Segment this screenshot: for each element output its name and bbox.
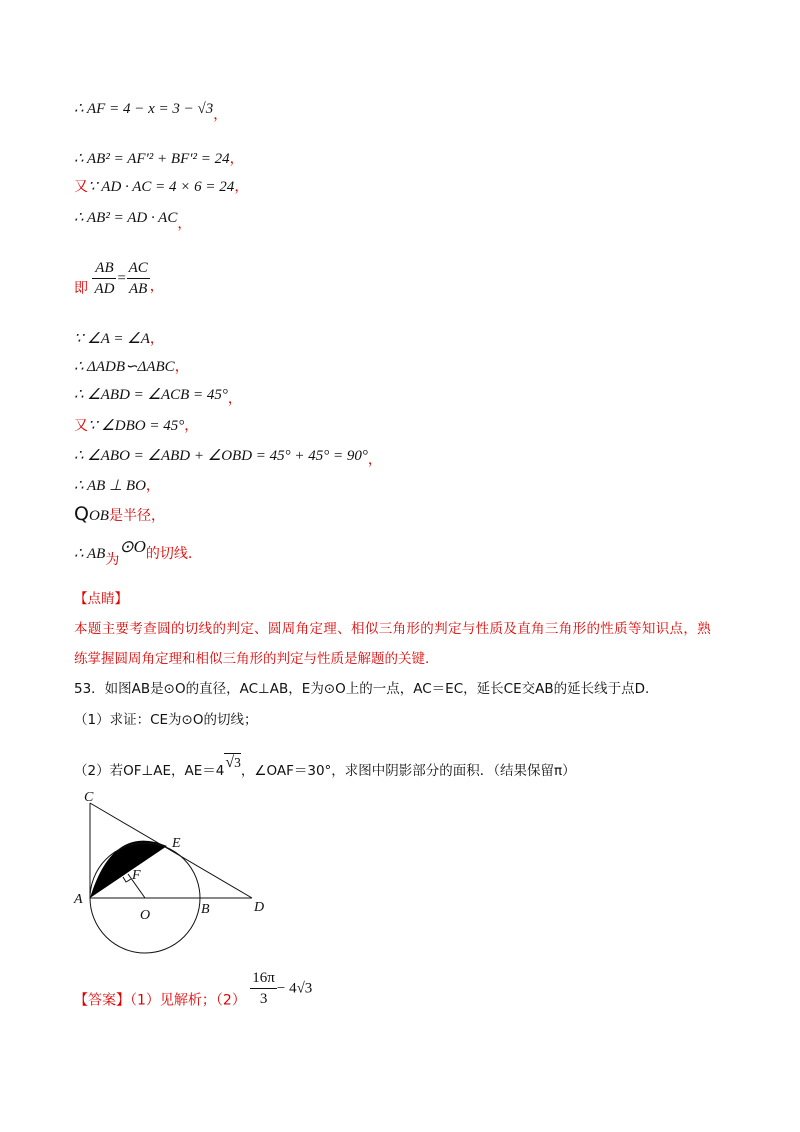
step-12-tail: 是半径，: [108, 508, 165, 524]
step-13-tail: 的切线.: [145, 546, 193, 562]
part-2-a: （2）若OF⊥AE，AE＝4: [74, 763, 225, 779]
step-4: [74, 209, 191, 233]
step-7-tail: ，: [174, 359, 189, 375]
label-a: A: [74, 892, 83, 907]
label-o: O: [140, 908, 151, 923]
label-e: E: [172, 836, 181, 851]
answer-frac-den: 3: [259, 991, 268, 1007]
right-angle-mark: [123, 877, 131, 882]
sqrt-value: 3: [234, 755, 241, 770]
step-11: [74, 477, 160, 495]
step-10: [74, 447, 382, 469]
step-3: [74, 178, 248, 196]
step-9-math: ∵ ∠DBO = 45°: [88, 418, 185, 434]
step-8-math: ∴ ∠ABD = ∠ACB = 45°: [74, 387, 228, 403]
comment-line-1: 本题主要考查圆的切线的判定、圆周角定理、相似三角形的判定与性质及直角三角形的性质等知识点，熟: [74, 621, 712, 637]
frac-den: AD: [94, 281, 115, 297]
step-5-lead: 即: [74, 280, 88, 297]
because-symbol: Q: [74, 503, 89, 525]
label-d: D: [254, 900, 265, 915]
part-2-b: ，∠OAF＝30°，求图中阴影部分的面积．（结果保留π）: [240, 763, 576, 779]
shaded-segment: [90, 841, 167, 898]
label-f: F: [132, 868, 141, 883]
problem-stem: 53．如图AB是⊙O的直径，AC⊥AB，E为⊙O上的一点，AC＝EC，延长CE交AB的延长线于点D.: [74, 681, 650, 697]
step-1-math: ∴ AF = 4 − x = 3 − √3: [74, 101, 214, 117]
comment-title: 【点睛】: [74, 591, 128, 607]
step-8: [74, 386, 242, 408]
step-2-math: ∴ AB² = AF′² + BF′² = 24: [74, 151, 230, 167]
step-13: [74, 538, 192, 569]
frac-den: AB: [129, 281, 148, 297]
equals-sign: =: [116, 270, 127, 287]
label-b: B: [201, 902, 210, 917]
frac-num: AC: [127, 258, 150, 279]
frac-num: AB: [92, 258, 116, 279]
step-4-math: ∴ AB² = AD · AC: [74, 210, 178, 226]
problem-part-1: （1）求证：CE为⊙O的切线；: [74, 712, 258, 728]
step-13-math: ∴ AB: [74, 546, 106, 562]
answer-text: （1）见解析；（2）: [130, 992, 246, 1009]
step-9-lead: 又: [74, 418, 88, 434]
step-4-tail: ，: [177, 216, 192, 232]
answer-fraction: [250, 968, 277, 1009]
comment-line-2: 练掌握圆周角定理和相似三角形的判定与性质是解题的关键.: [74, 651, 430, 667]
step-9: [74, 417, 198, 435]
step-6: [74, 330, 164, 348]
step-7: [74, 358, 189, 376]
step-1: [74, 100, 227, 124]
step-3-tail: ，: [234, 179, 249, 195]
step-11-math: ∴ AB ⊥ BO: [74, 478, 146, 494]
geometry-figure: [70, 785, 280, 965]
step-6-math: ∵ ∠A = ∠A: [74, 331, 150, 347]
circle-o-symbol: ⊙O: [119, 537, 146, 556]
step-8-tail: ，: [227, 391, 242, 407]
label-c: C: [84, 790, 94, 805]
step-2: [74, 150, 244, 168]
answer-frac-num: 16π: [250, 968, 277, 989]
step-3-lead: 又: [74, 179, 88, 195]
step-7-math: ∴ ΔADB∽ΔABC: [74, 359, 175, 375]
answer-tag: 【答案】: [74, 992, 130, 1009]
step-11-tail: ，: [145, 478, 160, 494]
step-12-math: OB: [88, 508, 109, 524]
step-10-tail: ，: [367, 452, 382, 468]
step-2-tail: ，: [229, 151, 244, 167]
answer-line: [74, 968, 312, 1010]
step-12: [74, 505, 165, 525]
step-3-math: ∵ AD · AC = 4 × 6 = 24: [88, 179, 235, 195]
segment-cd: [90, 803, 252, 898]
answer-rest: − 4√3: [276, 980, 313, 997]
step-13-mid: 为: [105, 552, 120, 568]
problem-part-2: [74, 753, 576, 780]
step-10-math: ∴ ∠ABO = ∠ABD + ∠OBD = 45° + 45° = 90°: [74, 448, 368, 464]
step-5-tail: ，: [149, 278, 164, 295]
step-6-tail: ，: [149, 331, 164, 347]
step-9-tail: ，: [184, 418, 199, 434]
fraction-ac-ab: [127, 258, 150, 299]
step-1-tail: ，: [213, 107, 228, 123]
fraction-ab-ad: [92, 258, 116, 299]
sqrt-radicand: √3: [225, 754, 241, 771]
step-5: [74, 258, 164, 299]
